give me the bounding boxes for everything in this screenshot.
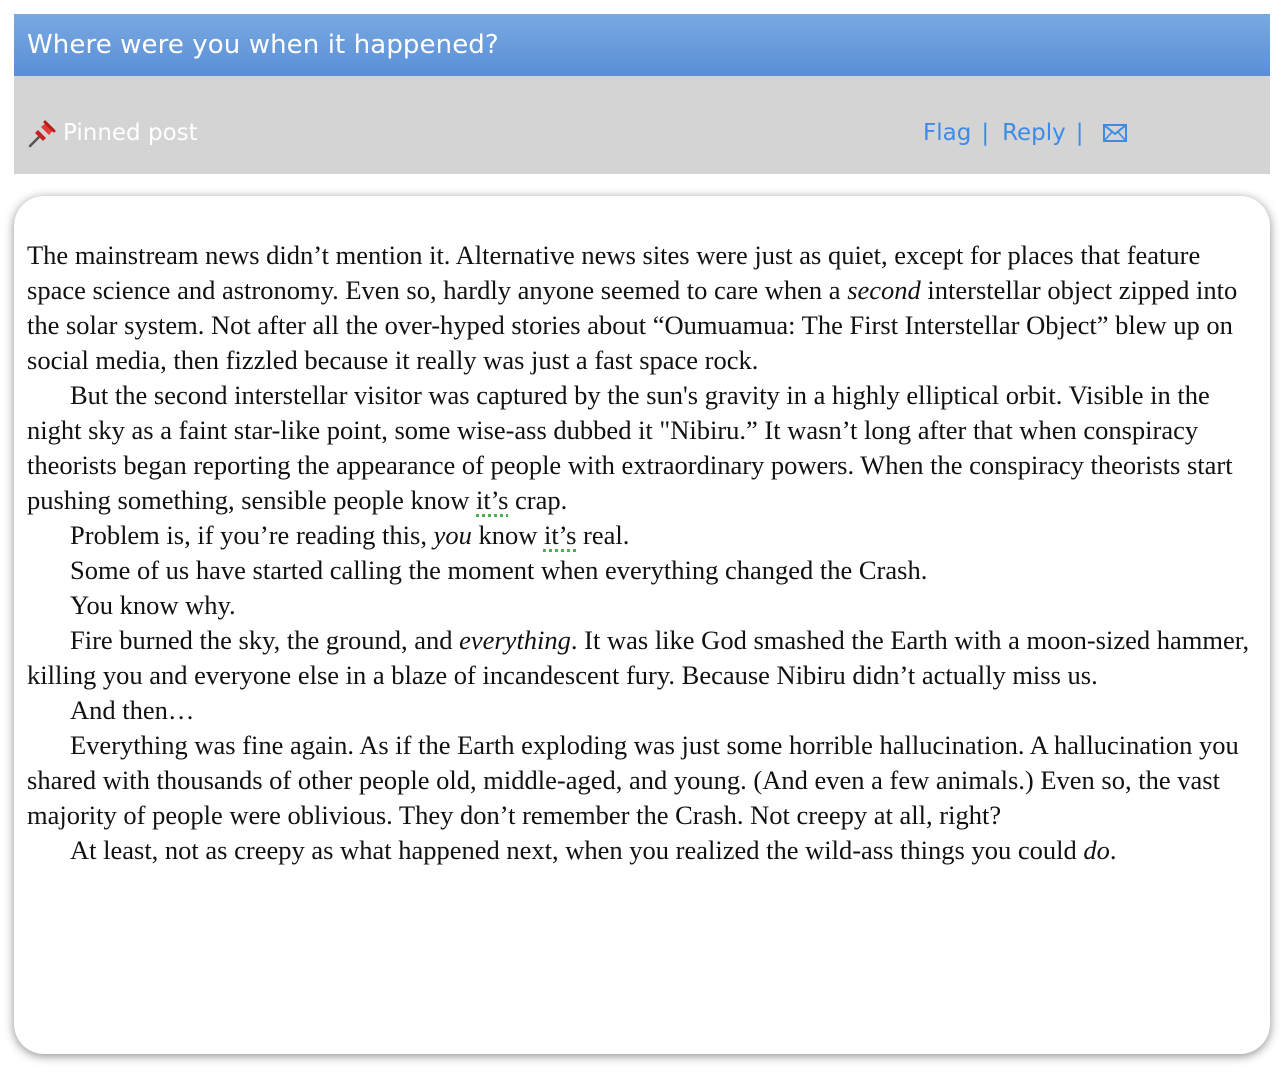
text-run: crap.: [508, 485, 568, 515]
text-run: real.: [576, 520, 630, 550]
text-run: At least, not as creepy as what happened next, when you realized the wild-ass things you could: [70, 835, 1084, 865]
post-paragraph: And then…: [70, 695, 195, 725]
emphasis-text: do: [1083, 835, 1110, 865]
post-paragraph: You know why.: [70, 590, 236, 620]
text-run: . It was like God smashed the Earth with a moon-sized hammer, killing you and everyone else in a blaze of incandescent fury. Because Nibiru didn’t actually miss us.: [27, 625, 1250, 690]
text-run: Fire burned the sky, the ground, and: [70, 625, 460, 655]
text-run: Problem is, if you’re reading this,: [70, 520, 434, 550]
post-paragraph: [27, 238, 1255, 378]
text-run: .: [1109, 835, 1117, 865]
post-meta-bar: [14, 76, 1270, 174]
reply-link[interactable]: Reply: [1002, 120, 1066, 146]
post-actions: [923, 120, 1127, 146]
emphasis-text: everything: [459, 625, 571, 655]
post-paragraph: [27, 623, 1255, 693]
text-run: know: [471, 520, 544, 550]
grammar-marked-word: it’s: [543, 520, 577, 550]
envelope-icon[interactable]: [1103, 124, 1127, 142]
post-paragraph: Everything was fine again. As if the Earth exploding was just some horrible hallucination. A hallucination you shared with thousands of other people old, middle-aged, and young. (And even a few animals.) Even so, the vast majority of people were oblivious. They don’t remember the Crash. Not creepy at all, right?: [27, 730, 1239, 830]
pinned-post-label: Pinned post: [63, 120, 198, 146]
flag-link[interactable]: Flag: [923, 120, 972, 146]
post-paragraph: Some of us have started calling the moment when everything changed the Crash.: [70, 555, 928, 585]
action-separator: |: [1075, 120, 1084, 146]
post-paragraph: [27, 518, 1255, 553]
emphasis-text: you: [433, 520, 472, 550]
text-run: But the second interstellar visitor was captured by the sun's gravity in a highly elliptical orbit. Visible in the night sky as a faint star-like point, some wise-ass dubbed it "Nibiru.” It wasn’t long after that when conspiracy theorists began reporting the appearance of people with extraordinary powers. When the conspiracy theorists start pushing something, sensible people know: [27, 380, 1233, 515]
grammar-marked-word: it’s: [476, 485, 509, 515]
thread-title-bar: [14, 14, 1270, 76]
text-run: interstellar object zipped into the solar system. Not after all the over-hyped stories about “Oumuamua: The First Interstellar Object” blew up on social media, then fizzled because it really was just a fast space rock.: [27, 275, 1238, 375]
emphasis-text: second: [847, 275, 921, 305]
thread-title: Where were you when it happened?: [27, 30, 499, 60]
post-body-card: [14, 196, 1270, 1054]
post-paragraph: [27, 378, 1255, 518]
action-separator: |: [981, 120, 990, 146]
post-text: [27, 238, 1255, 868]
post-paragraph: [27, 833, 1255, 868]
text-run: The mainstream news didn’t mention it. Alternative news sites were just as quiet, except for places that feature space science and astronomy. Even so, hardly anyone seemed to care when a: [27, 240, 1201, 305]
pushpin-icon: [26, 118, 58, 150]
